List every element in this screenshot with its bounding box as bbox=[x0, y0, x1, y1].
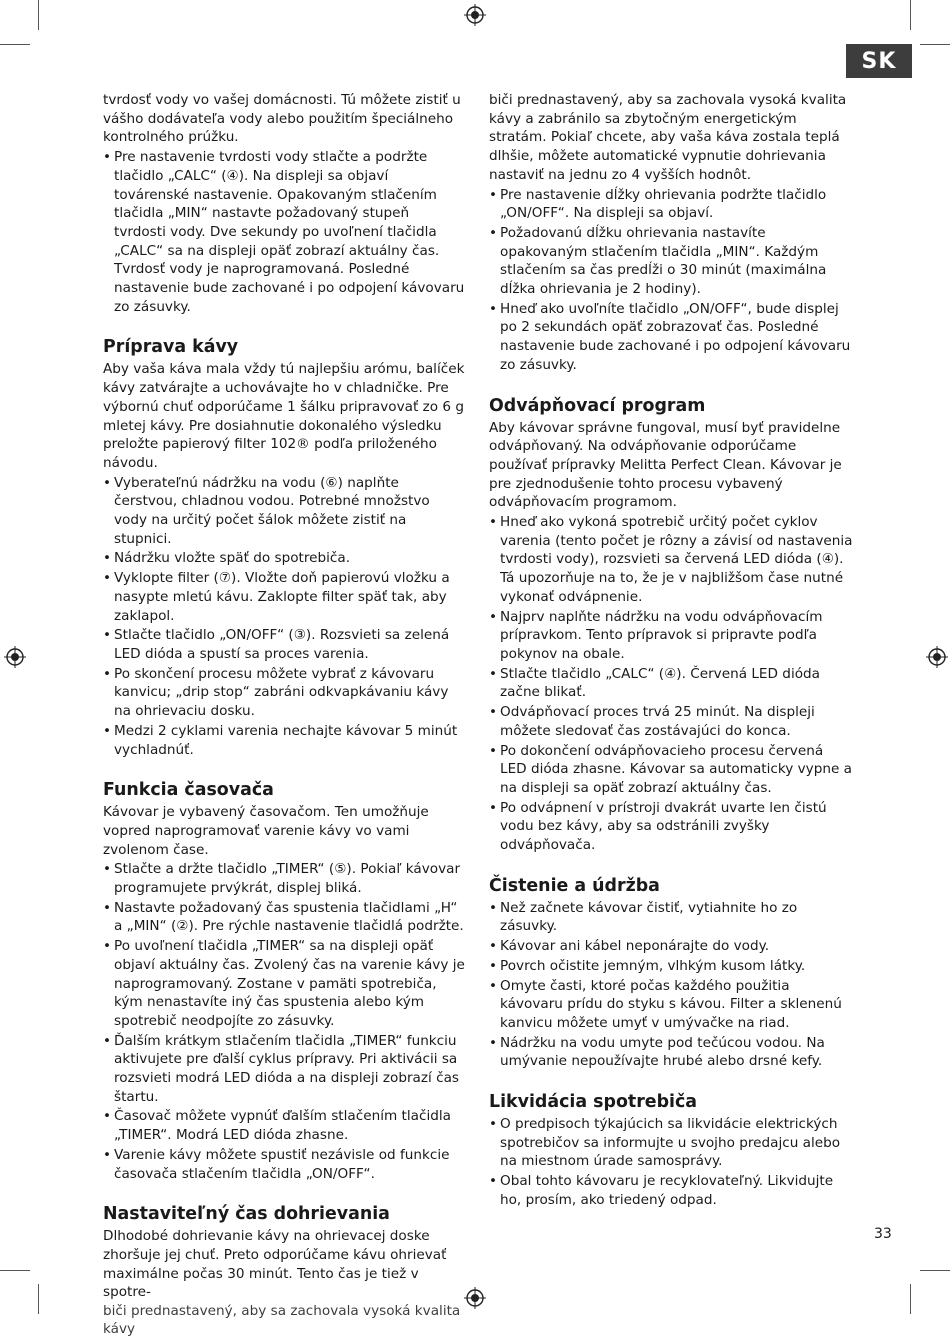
bullet-list bbox=[489, 513, 854, 855]
crop-mark bbox=[38, 0, 39, 30]
registration-mark-icon bbox=[926, 646, 948, 668]
list-item: • Nádržku na vodu umyte pod tečúcou vodou. Na umývanie nepoužívajte hrubé alebo drsné kefy. bbox=[489, 1034, 854, 1071]
registration-mark-icon bbox=[464, 1287, 486, 1309]
crop-mark bbox=[0, 44, 30, 45]
list-item: • Kávovar ani kábel neponárajte do vody. bbox=[489, 937, 854, 956]
bullet-list bbox=[103, 860, 465, 1183]
list-item: • Omyte časti, ktoré počas každého použitia kávovaru prídu do styku s kávou. Filter a sklenenú kanvicu môžete umyť v umývačke na riad. bbox=[489, 977, 854, 1033]
list-item: • Najprv naplňte nádržku na vodu odvápňovacím prípravkom. Tento prípravok si pripravte podľa pokynov na obale. bbox=[489, 608, 854, 664]
section-heading: Odvápňovací program bbox=[489, 395, 706, 416]
section-heading: Čistenie a údržba bbox=[489, 875, 660, 896]
list-item: • Varenie kávy môžete spustiť nezávisle od funkcie časovača stlačením tlačidla „ON/OFF“. bbox=[103, 1146, 465, 1183]
list-item: • Vyberateľnú nádržku na vodu (⑥) naplňte čerstvou, chladnou vodou. Potrebné množstvo vody na určitý počet šálok môžete zistiť na stupnici. bbox=[103, 474, 465, 549]
intro-paragraph: biči prednastavený, aby sa zachovala vysoká kvalita kávy a zabránilo sa zbytočným energetickým stratám. Pokiaľ chcete, aby vaša káva zostala teplá dlhšie, môžete automatické vypnutie dohrievania nastaviť na jednu zo 4 vyšších hodnôt. bbox=[489, 92, 847, 183]
list-item: • Po odvápnení v prístroji dvakrát uvarte len čistú vodu bez kávy, aby sa odstránili zvyšky odvápňovača. bbox=[489, 799, 854, 855]
left-column bbox=[103, 91, 465, 1338]
bullet-list bbox=[489, 899, 854, 1071]
list-item: • Po uvoľnení tlačidla „TIMER“ sa na displeji opäť objaví aktuálny čas. Zvolený čas na varenie kávy je naprogramovaný. Zostane v pamäti spotrebiča, kým nenastavíte iný čas spustenia alebo kým spotrebič neodpojíte zo zásuvky. bbox=[103, 937, 465, 1031]
section-paragraph: Kávovar je vybavený časovačom. Ten umožňuje vopred naprogramovať varenie kávy vo vami zvolenom čase. bbox=[103, 804, 429, 858]
bullet-list bbox=[489, 186, 854, 375]
crop-mark bbox=[920, 44, 950, 45]
list-item: • Než začnete kávovar čistiť, vytiahnite ho zo zásuvky. bbox=[489, 899, 854, 936]
list-item: • Stlačte tlačidlo „ON/OFF“ (③). Rozsvieti sa zelená LED dióda a spustí sa proces varenia. bbox=[103, 626, 465, 663]
section-paragraph: Aby kávovar správne fungoval, musí byť pravidelne odvápňovaný. Na odvápňovanie odporúčame používať prípravky Melitta Perfect Clean. Kávovar je pre zjednodušenie tohto procesu vybavený odvápňovacím programom. bbox=[489, 419, 842, 511]
list-item: • Hneď ako vykoná spotrebič určitý počet cyklov varenia (tento počet je rôzny a závisí od nastavenia tvrdosti vody), rozsvieti sa červená LED dióda (④). Tá upozorňuje na to, že je v najbližšom čase nutné vykonať odvápnenie. bbox=[489, 513, 854, 607]
list-item: • Stlačte tlačidlo „CALC“ (④). Červená LED dióda začne blikať. bbox=[489, 665, 854, 702]
bullet-list bbox=[103, 474, 465, 760]
list-item: • Nádržku vložte späť do spotrebiča. bbox=[103, 549, 465, 568]
list-item: • Medzi 2 cyklami varenia nechajte kávovar 5 minút vychladnúť. bbox=[103, 722, 465, 759]
list-item: • Obal tohto kávovaru je recyklovateľný. Likvidujte ho, prosím, ako triedený odpad. bbox=[489, 1172, 854, 1209]
list-item: • Časovač môžete vypnúť ďalším stlačením tlačidla „TIMER“. Modrá LED dióda zhasne. bbox=[103, 1107, 465, 1144]
list-item: • Odvápňovací proces trvá 25 minút. Na displeji môžete sledovať čas zostávajúci do konca. bbox=[489, 703, 854, 740]
crop-mark bbox=[920, 1270, 950, 1271]
list-item: • O predpisoch týkajúcich sa likvidácie elektrických spotrebičov sa informujte u svojho predajcu alebo na miestnom úrade samosprávy. bbox=[489, 1115, 854, 1171]
registration-mark-icon bbox=[464, 4, 486, 26]
list-item: • Pre nastavenie dĺžky ohrievania podržte tlačidlo „ON/OFF“. Na displeji sa objaví. bbox=[489, 186, 854, 223]
list-item: • Po dokončení odvápňovacieho procesu červená LED dióda zhasne. Kávovar sa automaticky vypne a na displeji sa opäť zobrazí aktuálny čas. bbox=[489, 742, 854, 798]
section-heading: Nastaviteľný čas dohrievania bbox=[103, 1204, 390, 1225]
section-heading: Príprava kávy bbox=[103, 337, 239, 358]
page-number: 33 bbox=[874, 1226, 892, 1242]
registration-mark-icon bbox=[4, 646, 26, 668]
section-heading: Funkcia časovača bbox=[103, 780, 274, 801]
language-badge: SK bbox=[846, 44, 912, 78]
list-item: • Pre nastavenie tvrdosti vody stlačte a podržte tlačidlo „CALC“ (④). Na displeji sa objaví továrenské nastavenie. Opakovaným stlačením tlačidla „MIN“ nastavte požadovaný stupeň tvrdosti vody. Dve sekundy po uvoľnení tlačidla „CALC“ sa na displeji opäť zobrazí aktuálny čas. Tvrdosť vody je naprogramovaná. Posledné nastavenie bude zachované i po odpojení kávovaru zo zásuvky. bbox=[103, 148, 465, 316]
bullet-list bbox=[489, 1115, 854, 1210]
list-item: • Vyklopte filter (⑦). Vložte doň papierovú vložku a nasypte mletú kávu. Zaklopte filter späť tak, aby zaklapol. bbox=[103, 569, 465, 625]
list-item: • Po skončení procesu môžete vybrať z kávovaru kanvicu; „drip stop“ zabráni odkvapkávaniu kávy na ohrievaciu dosku. bbox=[103, 665, 465, 721]
intro-paragraph: tvrdosť vody vo vašej domácnosti. Tú môžete zistiť u vášho dodávateľa vody alebo použitím špeciálneho kontrolného prúžku. bbox=[103, 92, 461, 146]
right-column bbox=[489, 91, 854, 1210]
cut-off-line: biči prednastavený, aby sa zachovala vysoká kvalita kávy bbox=[103, 1303, 461, 1338]
list-item: • Hneď ako uvoľníte tlačidlo „ON/OFF“, bude displej po 2 sekundách opäť zobrazovať čas. Posledné nastavenie bude zachované i po odpojení kávovaru zo zásuvky. bbox=[489, 300, 854, 375]
section-paragraph: Aby vaša káva mala vždy tú najlepšiu arómu, balíček kávy zatvárajte a uchovávajte ho v chladničke. Pre výbornú chuť odporúčame 1 šálku pripravovať zo 6 g mletej kávy. Pre dosiahnutie dokonalého výsledku preložte papierový filter 102® podľa priloženého návodu. bbox=[103, 361, 465, 471]
list-item: • Povrch očistite jemným, vlhkým kusom látky. bbox=[489, 957, 854, 976]
crop-mark bbox=[38, 1284, 39, 1314]
crop-mark bbox=[910, 0, 911, 30]
section-paragraph: Dlhodobé dohrievanie kávy na ohrievacej doske zhoršuje jej chuť. Preto odporúčame kávu ohrievať maximálne počas 30 minút. Tento čas je tiež v spotre- bbox=[103, 1228, 447, 1301]
section-heading: Likvidácia spotrebiča bbox=[489, 1092, 698, 1113]
crop-mark bbox=[0, 1270, 30, 1271]
crop-mark bbox=[910, 1284, 911, 1314]
list-item: • Ďalším krátkym stlačením tlačidla „TIMER“ funkciu aktivujete pre ďalší cyklus prípravy. Pri aktivácii sa rozsvieti modrá LED dióda a na displeji zobrazí čas štartu. bbox=[103, 1032, 465, 1107]
list-item: • Nastavte požadovaný čas spustenia tlačidlami „H“ a „MIN“ (②). Pre rýchle nastavenie tlačidlá podržte. bbox=[103, 899, 465, 936]
list-item: • Požadovanú dĺžku ohrievania nastavíte opakovaným stlačením tlačidla „MIN“. Každým stlačením sa čas predĺži o 30 minút (maximálna dĺžka ohrievania je 2 hodiny). bbox=[489, 224, 854, 299]
bullet-list bbox=[103, 148, 465, 316]
list-item: • Stlačte a držte tlačidlo „TIMER“ (⑤). Pokiaľ kávovar programujete prvýkrát, displej bliká. bbox=[103, 860, 465, 897]
